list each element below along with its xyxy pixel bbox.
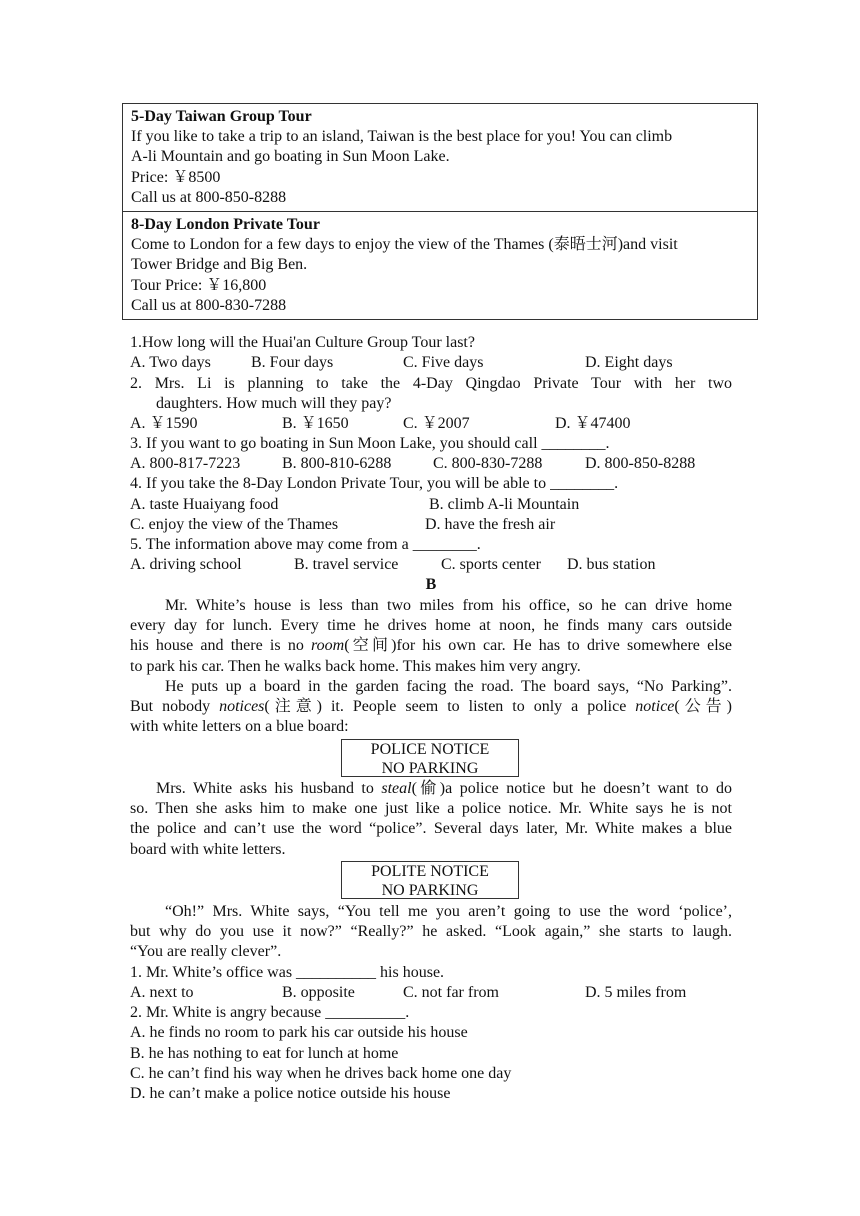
text-line: but why do you use it now?” “Really?” he asked. “Look again,” she starts to laugh. (130, 923, 732, 941)
option: C. he can’t find his way when he drives back home one day (130, 1065, 512, 1082)
option: D. bus station (567, 556, 656, 573)
option: B. Four days (251, 354, 334, 371)
tour-taiwan (123, 104, 757, 211)
option: A. ￥1590 (130, 415, 198, 432)
text-line (130, 636, 732, 656)
option: D. 5 miles from (585, 984, 687, 1001)
tour-price: Tour Price: ￥16,800 (131, 276, 267, 294)
tour-price: Price: ￥8500 (131, 168, 221, 186)
question-a2-cont: daughters. How much will they pay? (156, 395, 392, 412)
option: A. driving school (130, 556, 242, 573)
text-line: He puts up a board in the garden facing the road. The board says, “No Parking”. (165, 678, 732, 695)
text-span: his house and there is no (130, 637, 312, 655)
option: C. Five days (403, 354, 484, 371)
option: C. 800-830-7288 (433, 455, 543, 472)
section-heading: B (425, 576, 437, 593)
tour-phone: Call us at 800-850-8288 (131, 188, 287, 206)
question-a1: 1.How long will the Huai'an Culture Group Tour last? (130, 334, 475, 351)
option: B. travel service (294, 556, 399, 573)
tour-description-line: Come to London for a few days to enjoy the view of the Thames (泰晤士河)and visit (131, 236, 678, 254)
question-a4: 4. If you take the 8-Day London Private Tour, you will be able to ________. (130, 475, 619, 492)
option: A. 800-817-7223 (130, 455, 241, 472)
question-b1: 1. Mr. White’s office was __________ his house. (130, 964, 445, 981)
text-span: (注意) it. People seem to listen to only a police (264, 698, 636, 716)
question-a2: 2. Mrs. Li is planning to take the 4-Day Qingdao Private Tour with her two (130, 375, 732, 392)
option: D. 800-850-8288 (585, 455, 696, 472)
option: C. sports center (441, 556, 541, 573)
text-line: “Oh!” Mrs. White says, “You tell me you aren’t going to use the word ‘police’, (165, 903, 732, 920)
question-b2: 2. Mr. White is angry because __________. (130, 1004, 410, 1021)
notice-line: POLICE NOTICE (370, 741, 490, 758)
passage-paragraph-4 (130, 902, 732, 963)
passage-paragraph-1 (130, 596, 732, 677)
tour-description-line: If you like to take a trip to an island, Taiwan is the best place for you! You can climb (131, 128, 673, 146)
option: B. 800-810-6288 (282, 455, 392, 472)
option: C. ￥2007 (403, 415, 470, 432)
option: D. he can’t make a police notice outside his house (130, 1085, 451, 1102)
text-line: every day for lunch. Every time he drives home at noon, he finds many cars outside (130, 617, 732, 635)
passage-paragraph-3 (130, 779, 732, 860)
option: B. climb A-li Mountain (429, 496, 580, 513)
italic-word: steal (381, 780, 412, 797)
option: A. he finds no room to park his car outside his house (130, 1024, 468, 1041)
notice-line: NO PARKING (381, 882, 479, 899)
tour-description-line: A-li Mountain and go boating in Sun Moon Lake. (131, 148, 450, 166)
italic-word: notice (635, 698, 675, 716)
question-a3: 3. If you want to go boating in Sun Moon Lake, you should call ________. (130, 435, 610, 452)
text-line: “You are really clever”. (130, 943, 282, 961)
notice-line: NO PARKING (381, 760, 479, 777)
text-line: Mr. White’s house is less than two miles from his office, so he can drive home (165, 597, 732, 614)
tour-phone: Call us at 800-830-7288 (131, 296, 287, 314)
text-line (130, 697, 732, 717)
option: A. next to (130, 984, 194, 1001)
tour-london (123, 211, 757, 319)
tour-title: 5-Day Taiwan Group Tour (131, 108, 312, 125)
tour-title: 8-Day London Private Tour (131, 216, 320, 234)
tour-info-table (122, 103, 758, 320)
text-line: to park his car. Then he walks back home. This makes him very angry. (130, 657, 581, 675)
option: D. have the fresh air (425, 516, 556, 533)
italic-word: notices (219, 698, 265, 716)
option: C. not far from (403, 984, 499, 1001)
question-a5: 5. The information above may come from a ________. (130, 536, 481, 553)
option: C. enjoy the view of the Thames (130, 516, 339, 533)
polite-notice-box (341, 861, 519, 899)
text-line: with white letters on a blue board: (130, 718, 349, 736)
notice-line: POLITE NOTICE (371, 863, 489, 880)
text-span: But nobody (130, 698, 220, 716)
option: B. he has nothing to eat for lunch at home (130, 1045, 399, 1062)
tour-description-line: Tower Bridge and Big Ben. (131, 256, 308, 274)
text-span: (公告) (674, 698, 732, 716)
text-span: (偷)a police notice but he doesn’t want to do (411, 780, 732, 797)
text-span: (空间)for his own car. He has to drive somewhere else (344, 637, 732, 655)
option: D. Eight days (585, 354, 673, 371)
text-span: Mrs. White asks his husband to (156, 780, 382, 797)
police-notice-box (341, 739, 519, 777)
option: A. Two days (130, 354, 211, 371)
text-line: the police and can’t use the word “police”. Several days later, Mr. White makes a blue (130, 820, 732, 838)
text-line (130, 779, 732, 799)
option: A. taste Huaiyang food (130, 496, 279, 513)
passage-paragraph-2 (130, 677, 732, 738)
italic-word: room (311, 637, 345, 655)
option: B. opposite (282, 984, 355, 1001)
option: D. ￥47400 (555, 415, 631, 432)
option: B. ￥1650 (282, 415, 349, 432)
text-line: so. Then she asks him to make one just like a police notice. Mr. White says he is not (130, 800, 732, 818)
text-line: board with white letters. (130, 840, 286, 858)
